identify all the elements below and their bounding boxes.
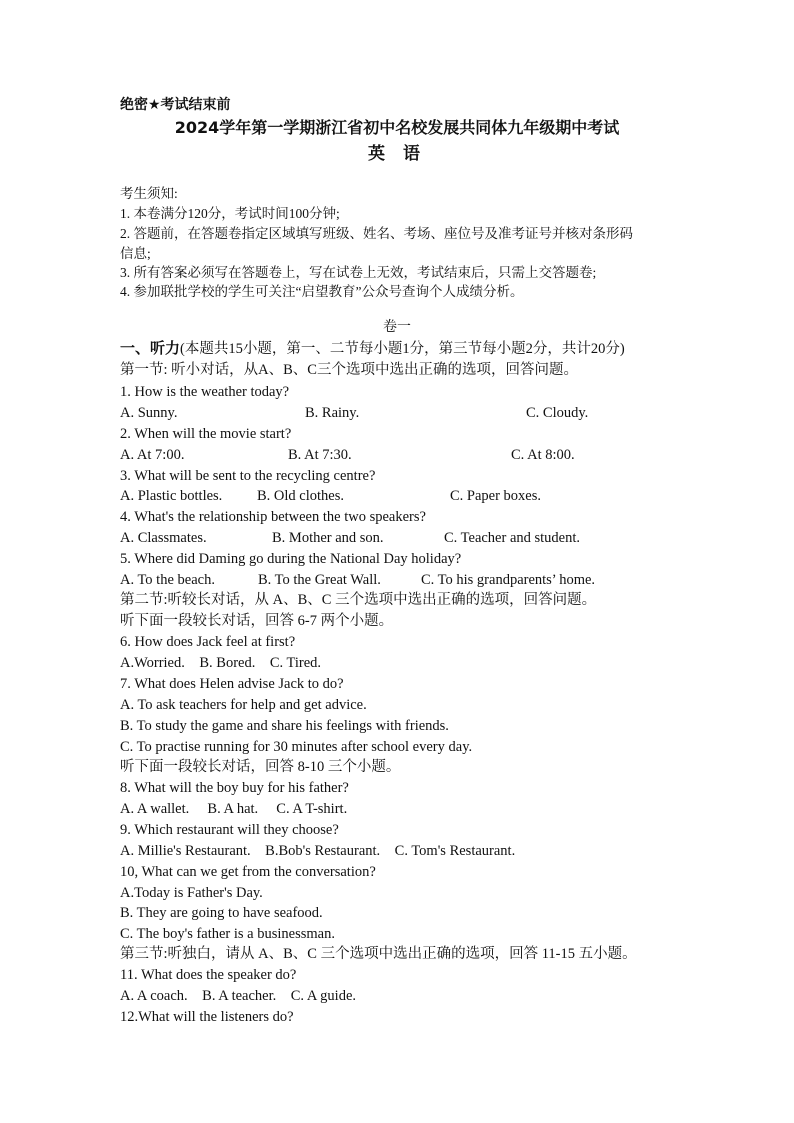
option: A. To ask teachers for help and get advice. [120, 697, 367, 713]
option: C. At 8:00. [511, 447, 575, 463]
dialog2-intro: 听下面一段较长对话，回答 8-10 三个小题。 [120, 759, 401, 775]
question-12: 12.What will the listeners do? [120, 1009, 294, 1025]
option: A. At 7:00. [120, 447, 185, 463]
option: A. Sunny. [120, 405, 178, 421]
option: B. Rainy. [305, 405, 360, 421]
option: B. To study the game and share his feelings with friends. [120, 718, 449, 734]
option: B. Mother and son. [272, 530, 384, 546]
part-heading-detail: (本题共15小题，第一、二节每小题1分，第三节每小题2分，共计20分) [180, 341, 625, 357]
option: C. Paper boxes. [450, 488, 542, 504]
part-heading-title: 一、听力 [120, 339, 181, 357]
question-6: 6. How does Jack feel at first? [120, 634, 296, 650]
option: C. The boy's father is a businessman. [120, 926, 335, 942]
notice-item: 3. 所有答案必须写在答题卷上，写在试卷上无效，考试结束后，只需上交答题卷; [120, 265, 597, 280]
confidential-mark: 绝密★考试结束前 [120, 97, 231, 113]
notice-item: 信息; [120, 246, 151, 261]
question-10: 10, What can we get from the conversation? [120, 864, 376, 880]
question-3: 3. What will be sent to the recycling centre? [120, 468, 376, 484]
question-9: 9. Which restaurant will they choose? [120, 822, 339, 838]
question-7: 7. What does Helen advise Jack to do? [120, 676, 344, 692]
option: A. Classmates. [120, 530, 207, 546]
section1-intro: 第一节: 听小对话，从A、B、C三个选项中选出正确的选项，回答问题。 [120, 362, 578, 378]
notice-heading: 考生须知: [120, 186, 178, 201]
question-11: 11. What does the speaker do? [120, 967, 297, 983]
subject-title: 英 语 [368, 144, 426, 164]
volume-label: 卷一 [383, 320, 411, 335]
question-4: 4. What's the relationship between the two speakers? [120, 509, 426, 525]
option: A. Plastic bottles. [120, 488, 223, 504]
question-2: 2. When will the movie start? [120, 426, 292, 442]
question-8: 8. What will the boy buy for his father? [120, 780, 349, 796]
part-heading [120, 341, 625, 357]
option: C. To his grandparents’ home. [421, 572, 596, 588]
section2-intro: 第二节:听较长对话，从 A、B、C 三个选项中选出正确的选项，回答问题。 [120, 592, 597, 608]
option: B. To the Great Wall. [258, 572, 381, 588]
question-9-options: A. Millie's Restaurant. B.Bob's Restaurant. C. Tom's Restaurant. [120, 843, 516, 859]
notice-item: 2. 答题前，在答题卷指定区域填写班级、姓名、考场、座位号及准考证号并核对条形码 [120, 226, 633, 241]
dialog1-intro: 听下面一段较长对话，回答 6-7 两个小题。 [120, 613, 394, 629]
notice-item: 4. 参加联批学校的学生可关注“启望教育”公众号查询个人成绩分析。 [120, 284, 524, 299]
option: B. They are going to have seafood. [120, 905, 323, 921]
option: B. Old clothes. [257, 488, 344, 504]
option: C. Teacher and student. [444, 530, 581, 546]
notice-item: 1. 本卷满分120分，考试时间100分钟; [120, 206, 340, 221]
option: A. To the beach. [120, 572, 215, 588]
question-11-options: A. A coach. B. A teacher. C. A guide. [120, 988, 357, 1004]
question-1: 1. How is the weather today? [120, 384, 290, 400]
option: C. Cloudy. [526, 405, 589, 421]
option: A.Today is Father's Day. [120, 885, 263, 901]
option: B. At 7:30. [288, 447, 352, 463]
option: C. To practise running for 30 minutes after school every day. [120, 739, 473, 755]
section3-intro: 第三节:听独白，请从 A、B、C 三个选项中选出正确的选项，回答 11-15 五小题。 [120, 946, 637, 962]
exam-title: 2024学年第一学期浙江省初中名校发展共同体九年级期中考试 [174, 118, 620, 137]
question-5: 5. Where did Daming go during the National Day holiday? [120, 551, 462, 567]
question-8-options: A. A wallet. B. A hat. C. A T-shirt. [120, 801, 348, 817]
question-6-options: A.Worried. B. Bored. C. Tired. [120, 655, 322, 671]
